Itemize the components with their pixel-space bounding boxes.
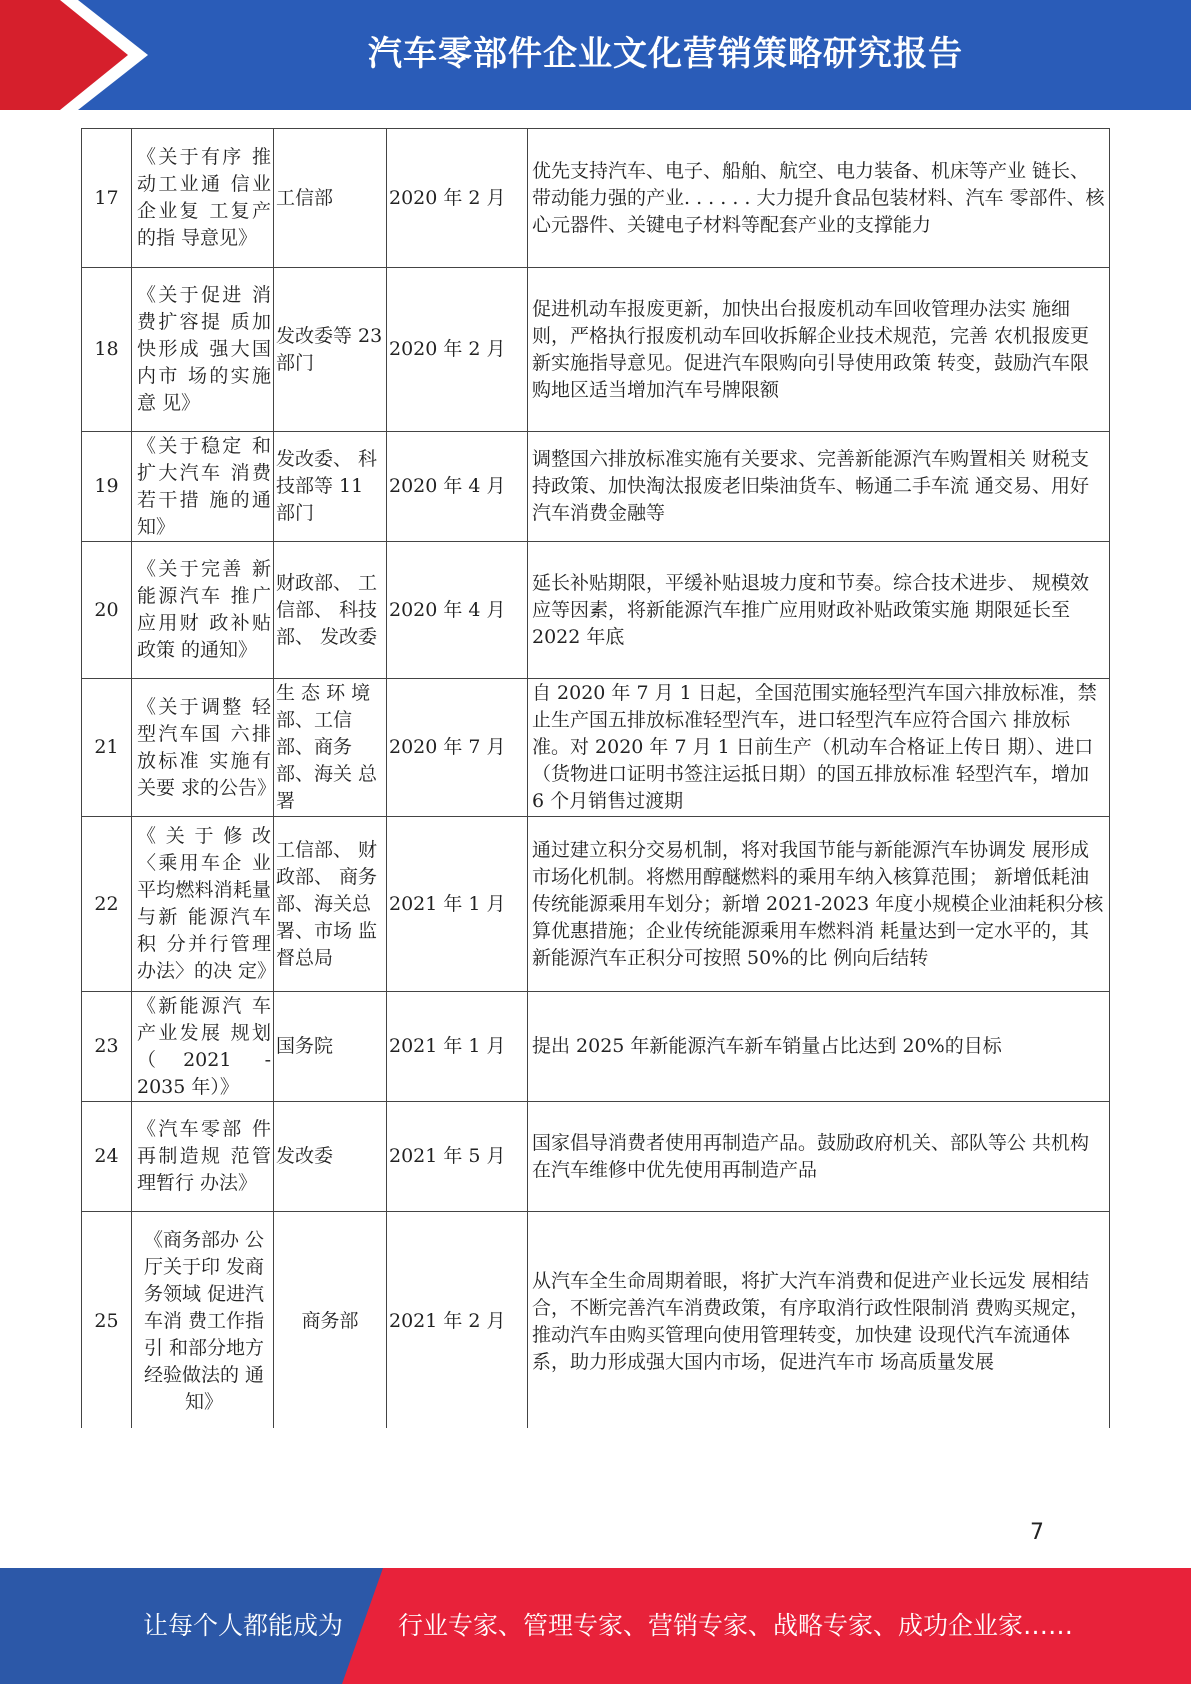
table-row [82,542,1110,679]
policy-title: 《关于有序 推动工业通 信业企业复 工复产的指 导意见》 [132,129,274,268]
policy-content: 国家倡导消费者使用再制造产品。鼓励政府机关、部队等公 共机构在汽车维修中优先使用再制造产品 [528,1102,1110,1212]
policy-table-container [81,128,1110,1428]
issuing-department: 国务院 [274,992,387,1102]
policy-title: 《汽车零部 件再制造规 范管理暂行 办法》 [132,1102,274,1212]
issuing-department: 生 态 环 境 部、工信 部、商务 部、海关 总署 [274,679,387,817]
row-number: 18 [82,268,132,432]
issuing-department: 财政部、 工信部、 科技部、 发改委 [274,542,387,679]
policy-content: 通过建立积分交易机制，将对我国节能与新能源汽车协调发 展形成市场化机制。将燃用醇醚燃料的乘用车纳入核算范围； 新增低耗油传统能源乘用车划分；新增 2021-2023 年度小规模企业油耗积分核算优惠措施；企业传统能源乘用车燃料消 耗量达到一定水平的，其新能源汽车正积分可按照 50%的比 例向后结转 [528,817,1110,992]
policy-content: 延长补贴期限，平缓补贴退坡力度和节奏。综合技术进步、 规模效应等因素，将新能源汽车推广应用财政补贴政策实施 期限延长至 2022 年底 [528,542,1110,679]
policy-title: 《关于促进 消费扩容提 质加快形成 强大国内市 场的实施意 见》 [132,268,274,432]
issuing-department: 工信部 [274,129,387,268]
policy-title: 《关于调整 轻型汽车国 六排放标准 实施有关要 求的公告》 [132,679,274,817]
row-number: 19 [82,432,132,542]
row-number: 21 [82,679,132,817]
row-number: 22 [82,817,132,992]
policy-content: 自 2020 年 7 月 1 日起，全国范围实施轻型汽车国六排放标准，禁止生产国五排放标准轻型汽车，进口轻型汽车应符合国六 排放标准。对 2020 年 7 月 1 日前生产（机动车合格证上传日 期）、进口（货物进口证明书签注运抵日期）的国五排放标准 轻型汽车，增加 6 个月销售过渡期 [528,679,1110,817]
policy-title: 《商务部办 公厅关于印 发商务领域 促进汽车消 费工作指引 和部分地方 经验做法的 通知》 [132,1212,274,1429]
table-row [82,817,1110,992]
policy-table [81,128,1110,1428]
table-row [82,1212,1110,1429]
issuing-department: 发改委 [274,1102,387,1212]
issue-date: 2020 年 2 月 [387,129,528,268]
page-header [0,0,1191,110]
policy-title: 《新能源汽 车产业发展 规划（2021 - 2035 年）》 [132,992,274,1102]
issuing-department: 工信部、 财政部、 商务部、海关总署、市场 监督总局 [274,817,387,992]
policy-content: 从汽车全生命周期着眼，将扩大汽车消费和促进产业长远发 展相结合，不断完善汽车消费政策，有序取消行政性限制消 费购买规定，推动汽车由购买管理向使用管理转变，加快建 设现代汽车流通体系，助力形成强大国内市场，促进汽车市 场高质量发展 [528,1212,1110,1429]
policy-title: 《关于稳定 和扩大汽车 消费若干措 施的通知》 [132,432,274,542]
issuing-department: 商务部 [274,1212,387,1429]
table-row [82,129,1110,268]
table-row [82,992,1110,1102]
page-number: 7 [1030,1520,1044,1545]
report-title: 汽车零部件企业文化营销策略研究报告 [368,34,963,74]
page-footer [0,1568,1191,1684]
issue-date: 2021 年 2 月 [387,1212,528,1429]
issue-date: 2020 年 7 月 [387,679,528,817]
table-row [82,268,1110,432]
row-number: 25 [82,1212,132,1429]
issue-date: 2021 年 1 月 [387,817,528,992]
row-number: 24 [82,1102,132,1212]
issue-date: 2020 年 2 月 [387,268,528,432]
policy-title: 《关于完善 新能源汽车 推广应用财 政补贴政策 的通知》 [132,542,274,679]
footer-slogan-right: 行业专家、管理专家、营销专家、战略专家、成功企业家…… [398,1611,1074,1640]
row-number: 20 [82,542,132,679]
policy-content: 优先支持汽车、电子、船舶、航空、电力装备、机床等产业 链长、带动能力强的产业. . . . . . 大力提升食品包装材料、汽车 零部件、核心元器件、关键电子材料等配套产业的支撑能力 [528,129,1110,268]
issue-date: 2020 年 4 月 [387,432,528,542]
policy-content: 促进机动车报废更新，加快出台报废机动车回收管理办法实 施细则，严格执行报废机动车回收拆解企业技术规范，完善 农机报废更新实施指导意见。促进汽车限购向引导使用政策 转变，鼓励汽车限购地区适当增加汽车号牌限额 [528,268,1110,432]
issuing-department: 发改委等 23 部门 [274,268,387,432]
policy-content: 提出 2025 年新能源汽车新车销量占比达到 20%的目标 [528,992,1110,1102]
row-number: 23 [82,992,132,1102]
row-number: 17 [82,129,132,268]
issue-date: 2021 年 5 月 [387,1102,528,1212]
footer-slogan-left: 让每个人都能成为 [143,1611,344,1640]
table-row [82,679,1110,817]
issue-date: 2020 年 4 月 [387,542,528,679]
issue-date: 2021 年 1 月 [387,992,528,1102]
table-row [82,1102,1110,1212]
policy-content: 调整国六排放标准实施有关要求、完善新能源汽车购置相关 财税支持政策、加快淘汰报废老旧柴油货车、畅通二手车流 通交易、用好汽车消费金融等 [528,432,1110,542]
policy-title: 《关于修改 〈乘用车企 业平均燃料消耗量与新 能源汽车积 分并行管理办法〉的决 定》 [132,817,274,992]
table-row [82,432,1110,542]
issuing-department: 发改委、 科技部等 11 部门 [274,432,387,542]
